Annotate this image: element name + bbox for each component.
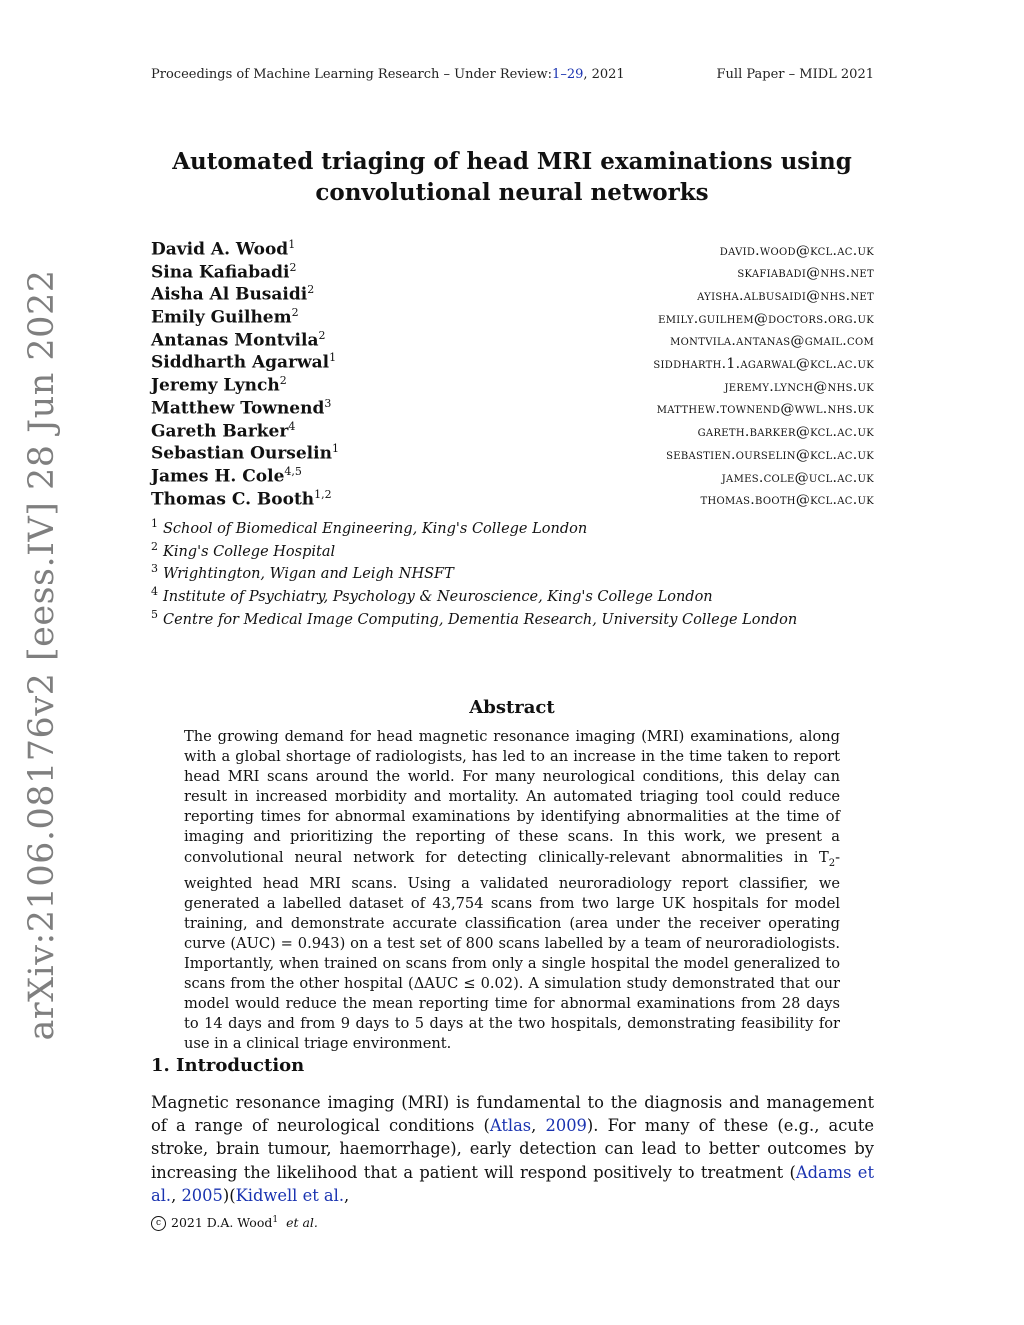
author-row <box>151 238 874 261</box>
author-row <box>151 351 874 374</box>
running-header-left: Proceedings of Machine Learning Research – Under Review:1–29, 2021 <box>151 67 625 82</box>
citation-kidwell[interactable]: Kidwell et al. <box>235 1185 345 1205</box>
author-email[interactable]: ayisha.albusaidi@nhs.net <box>697 288 874 305</box>
running-header-right: Full Paper – MIDL 2021 <box>716 67 874 82</box>
author-name: Sina Kafiabadi$^2$ <box>151 260 297 283</box>
affiliation: $^5$ Centre for Medical Image Computing, Dementia Research, University College London <box>151 607 798 628</box>
author-row <box>151 442 874 465</box>
author-row <box>151 420 874 443</box>
arxiv-stamp: arXiv:2106.08176v2 [eess.IV] 28 Jun 2022 <box>22 269 62 1041</box>
affiliation: $^4$ Institute of Psychiatry, Psychology & Neuroscience, King's College London <box>151 585 713 605</box>
copyright-footer: c 2021 D.A. Wood$^1$ et al. <box>151 1215 318 1231</box>
author-row <box>151 261 874 284</box>
affiliation: $^3$ Wrightington, Wigan and Leigh NHSFT <box>151 562 454 583</box>
author-name: Siddharth Agarwal$^1$ <box>151 351 337 374</box>
author-row <box>151 397 874 420</box>
author-name: James H. Cole$^{4,5}$ <box>151 464 302 487</box>
affiliation: $^1$ School of Biomedical Engineering, King's College London <box>151 517 588 537</box>
author-name: Sebastian Ourselin$^1$ <box>151 442 339 464</box>
author-row <box>151 488 874 511</box>
copyright-icon: c <box>151 1216 166 1231</box>
pages-start-link[interactable]: 1 <box>552 67 561 82</box>
author-email[interactable]: skafiabadi@nhs.net <box>737 265 874 282</box>
pages-end-link[interactable]: 29 <box>566 67 584 82</box>
citation-atlas[interactable]: Atlas, 2009 <box>489 1116 587 1136</box>
author-email[interactable]: jeremy.lynch@nhs.uk <box>724 378 874 395</box>
author-name: Matthew Townend$^3$ <box>151 396 332 419</box>
author-name: Thomas C. Booth$^{1,2}$ <box>151 487 332 510</box>
author-email[interactable]: thomas.booth@kcl.ac.uk <box>700 492 874 509</box>
author-name: David A. Wood$^1$ <box>151 238 296 260</box>
affiliation-list <box>151 513 874 626</box>
author-email[interactable]: gareth.barker@kcl.ac.uk <box>697 424 874 441</box>
author-email[interactable]: montvila.antanas@gmail.com <box>670 333 874 350</box>
citation-adams[interactable]: Adams et al., 2005 <box>151 1162 874 1205</box>
author-name: Antanas Montvila$^2$ <box>151 328 326 351</box>
author-email[interactable]: david.wood@kcl.ac.uk <box>719 242 874 259</box>
author-name: Aisha Al Busaidi$^2$ <box>151 283 315 306</box>
author-email[interactable]: emily.guilhem@doctors.org.uk <box>658 310 874 327</box>
author-row <box>151 306 874 329</box>
abstract-body: The growing demand for head magnetic resonance imaging (MRI) examinations, along with a global shortage of radiologists, has led to an increase in the time taken to report head MRI scans around the world. For many neurological conditions, this delay can result in increased morbidity and mortality. An automated triaging tool could reduce reporting times for abnormal examinations by identifying abnormalities at the time of imaging and prioritizing the reporting of these scans. In this work, we present a convolutional neural network for detecting clinically-relevant abnormalities in $T_2$-weighted head MRI scans. Using a validated neuroradiology report classifier, we generated a labelled dataset of 43,754 scans from two large UK hospitals for model training, and demonstrate accurate classification (area under the receiver operating curve (AUC) = 0.943) on a test set of 800 scans labelled by a team of neuroradiologists. Importantly, when trained on scans from only a single hospital the model generalized to scans from the other hospital (ΔAUC ≤ 0.02). A simulation study demonstrated that our model would reduce the mean reporting time for abnormal examinations from 28 days to 14 days and from 9 days to 5 days at the two hospitals, demonstrating feasibility for use in a clinical triage environment. <box>184 728 840 1053</box>
author-email[interactable]: james.cole@ucl.ac.uk <box>721 469 874 486</box>
author-email[interactable]: matthew.townend@wwl.nhs.uk <box>656 401 874 418</box>
author-row <box>151 465 874 488</box>
author-name: Emily Guilhem$^2$ <box>151 306 299 328</box>
author-email[interactable]: siddharth.1.agarwal@kcl.ac.uk <box>653 356 874 373</box>
author-list <box>151 238 874 510</box>
author-email[interactable]: sebastien.ourselin@kcl.ac.uk <box>666 446 874 463</box>
author-name: Jeremy Lynch$^2$ <box>151 374 287 396</box>
author-name: Gareth Barker$^4$ <box>151 419 296 442</box>
affiliation: $^2$ King's College Hospital <box>151 539 336 560</box>
introduction-body: Magnetic resonance imaging (MRI) is fundamental to the diagnosis and management of a range of neurological conditions (Atlas, 2009). For many of these (e.g., acute stroke, brain tumour, haemorrhage), early detection can lead to better outcomes by increasing the likelihood that a patient will respond positively to treatment (Adams et al., 2005)(Kidwell et al., <box>151 1093 874 1205</box>
paper-title: Automated triaging of head MRI examinations using convolutional neural networks <box>172 148 852 206</box>
abstract-heading: Abstract <box>469 697 555 718</box>
section-heading-introduction: 1. Introduction <box>151 1055 305 1076</box>
author-row <box>151 329 874 352</box>
author-row <box>151 283 874 306</box>
author-row <box>151 374 874 397</box>
